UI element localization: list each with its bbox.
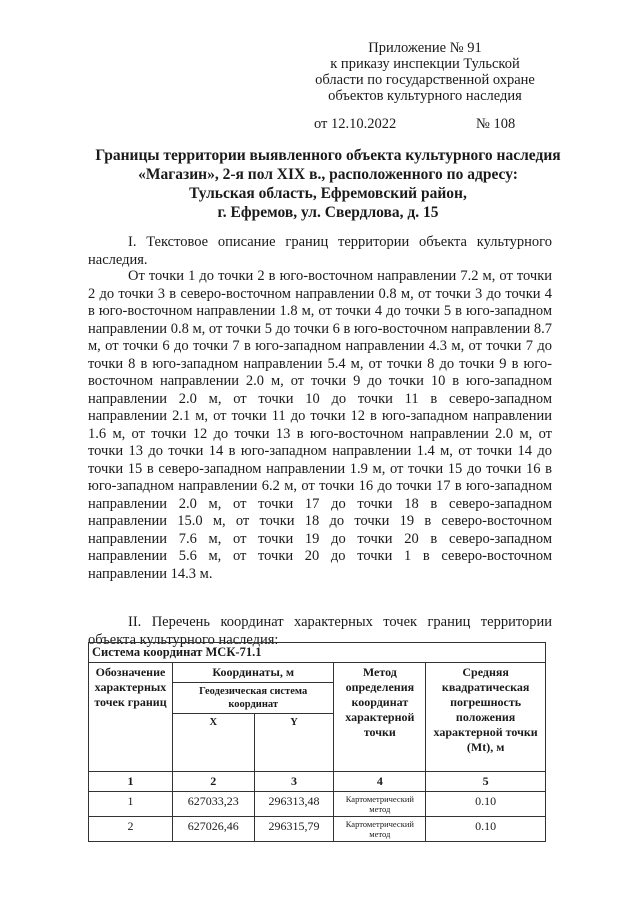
coord-y: 296315,79 <box>254 817 334 842</box>
table-row <box>89 792 546 817</box>
header-x: X <box>172 714 254 772</box>
coord-y: 296313,48 <box>254 792 334 817</box>
appendix-order-line: к приказу инспекции Тульской <box>330 56 520 72</box>
method: Картометрический метод <box>334 817 426 842</box>
title-line-1: Границы территории выявленного объекта культурного наследия <box>95 147 561 164</box>
document-title <box>60 146 596 222</box>
order-date-row <box>314 116 516 133</box>
coordinates-table <box>88 642 546 842</box>
boundary-description: От точки 1 до точки 2 в юго-восточном направлении 7.2 м, от точки 2 до точки 3 в северо-восточном направлении 0.8 м, от точки 3 до точки 4 в юго-восточном направлении 1.8 м, от точки 4 до точки 5 в юго-западном направлении 0.8 м, от точки 5 до точки 6 в юго-восточном направлении 8.7 м, от точки 6 до точки 7 в юго-западном направлении 4.3 м, от точки 7 до точки 8 в юго-западном направлении 5.4 м, от точки 8 до точки 9 в юго-восточном направлении 2.0 м, от точки 9 до точки 10 в юго-западном направлении 2.0 м, от точки 10 до точки 11 в северо-западном направлении 2.1 м, от точки 11 до точки 12 в юго-западном направлении 1.6 м, от точки 12 до точки 13 в юго-восточном направлении 2.0 м, от точки 13 до точки 14 в юго-западном направлении 1.4 м, от точки 14 до точки 15 в северо-западном направлении 1.9 м, от точки 15 до точки 16 в юго-западном направлении 6.2 м, от точки 16 до точки 17 в юго-западном направлении 2.0 м, от точки 17 до точки 18 в северо-западном направлении 15.0 м, от точки 18 до точки 19 в северо-восточном направлении 7.6 м, от точки 19 до точки 20 в северо-западном направлении 5.6 м, от точки 20 до точки 1 в северо-восточном направлении 14.3 м. <box>88 268 552 582</box>
appendix-heritage-line: объектов культурного наследия <box>328 88 522 104</box>
section-1-heading-block <box>88 234 552 269</box>
column-number-5: 5 <box>426 772 546 792</box>
point-id: 2 <box>89 817 173 842</box>
coord-x: 627033,23 <box>172 792 254 817</box>
title-line-3: Тульская область, Ефремовский район, <box>189 185 467 202</box>
appendix-title: Приложение № 91 <box>368 40 482 56</box>
method: Картометрический метод <box>334 792 426 817</box>
column-number-2: 2 <box>172 772 254 792</box>
point-id: 1 <box>89 792 173 817</box>
boundary-description-block <box>88 268 552 583</box>
header-geodetic: Геодезическая система координат <box>172 683 333 714</box>
appendix-region-line: области по государственной охране <box>315 72 535 88</box>
column-number-1: 1 <box>89 772 173 792</box>
column-number-4: 4 <box>334 772 426 792</box>
order-number: № 108 <box>476 116 516 132</box>
header-coordinates: Координаты, м <box>172 663 333 683</box>
header-y: Y <box>254 714 334 772</box>
section-1-heading: I. Текстовое описание границ территории объекта культурного наследия. <box>88 234 552 268</box>
error-value: 0.10 <box>426 792 546 817</box>
title-line-4: г. Ефремов, ул. Свердлова, д. 15 <box>217 204 439 221</box>
coord-x: 627026,46 <box>172 817 254 842</box>
appendix-header <box>300 40 550 104</box>
coordinate-system: Система координат МСК-71.1 <box>89 643 546 663</box>
error-value: 0.10 <box>426 817 546 842</box>
header-designation: Обозначение характерных точек границ <box>89 663 173 772</box>
table-row <box>89 817 546 842</box>
section-2-heading: II. Перечень координат характерных точек границ территории объекта культурного наследия: <box>88 614 552 648</box>
column-number-3: 3 <box>254 772 334 792</box>
header-method: Метод определения координат характерной точки <box>334 663 426 772</box>
title-line-2: «Магазин», 2-я пол XIX в., расположенного по адресу: <box>138 166 518 183</box>
header-error: Средняя квадратическая погрешность положения характерной точки (Mt), м <box>426 663 546 772</box>
order-date: от 12.10.2022 <box>314 116 397 132</box>
